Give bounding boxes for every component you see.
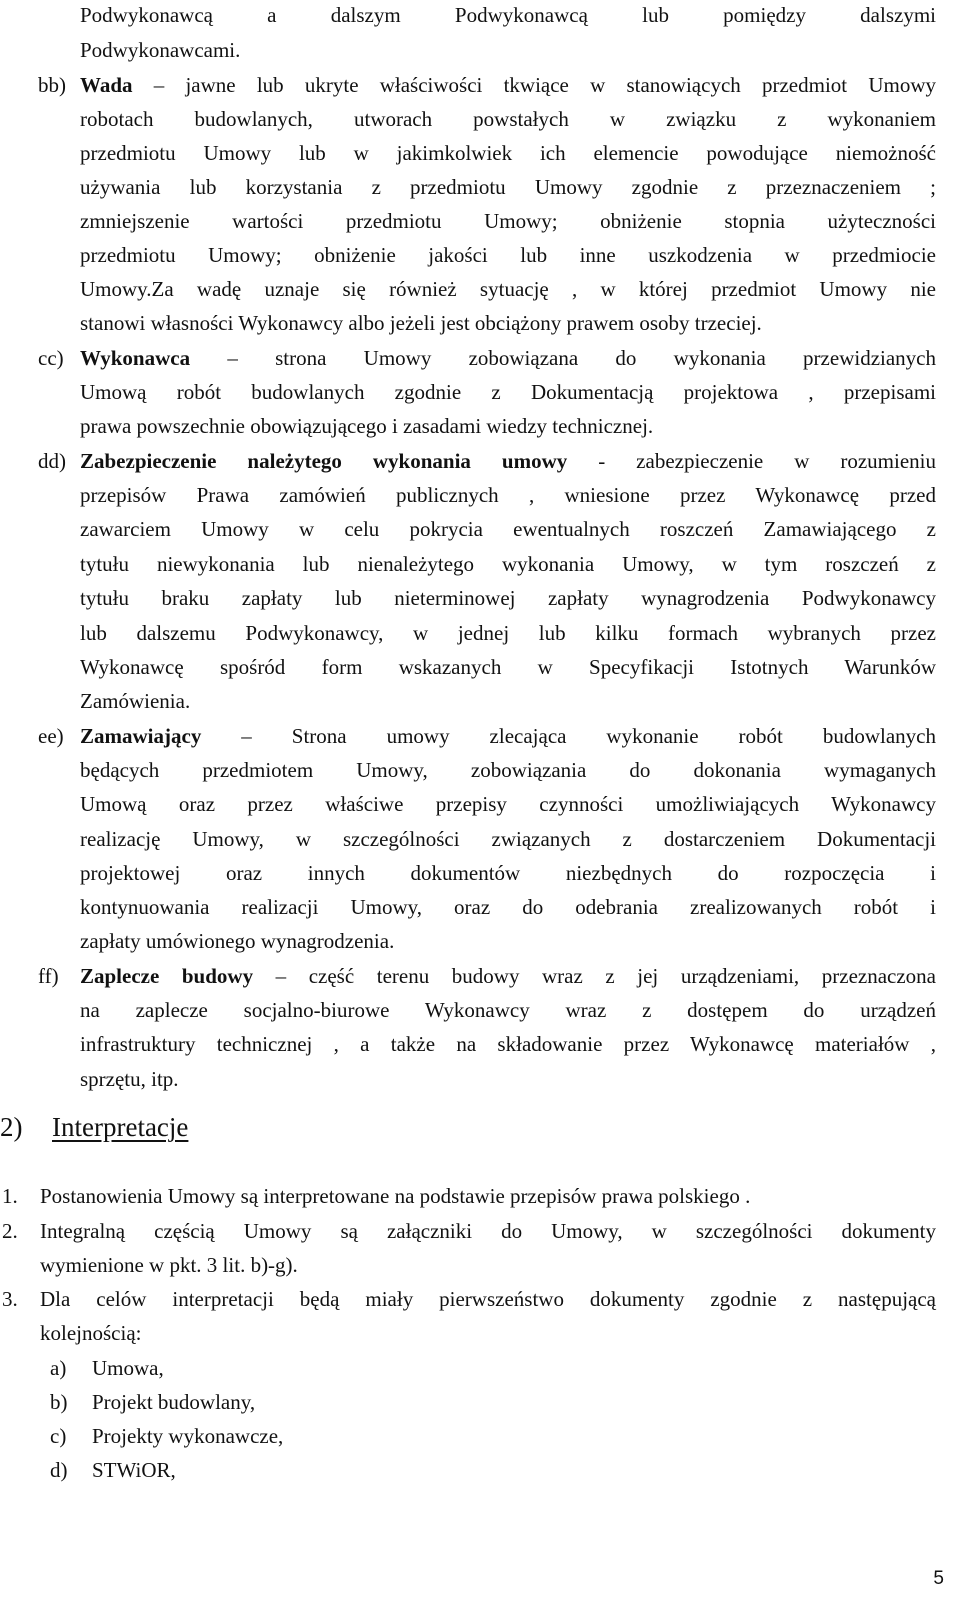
text-line-l39 [50, 1389, 492, 1417]
defined-term: Zabezpieczenie należytego wykonania umowy [80, 449, 568, 473]
text-line-l27 [80, 894, 936, 922]
defined-term: Wykonawca [80, 346, 191, 370]
text-line-l41 [50, 1457, 492, 1485]
line-text: zawarciem Umowy w celu pokrycia ewentualnych roszczeń Zamawiającego z [80, 517, 936, 541]
line-text: realizację Umowy, w szczególności związanych z dostarczeniem Dokumentacji [80, 827, 936, 851]
defined-term: Zaplecze budowy [80, 964, 254, 988]
line-text: kontynuowania realizacji Umowy, oraz do odebrania zrealizowanych robót i [80, 895, 936, 919]
list-label: 1. [2, 1184, 18, 1208]
list-label: ff) [38, 964, 59, 988]
list-label: bb) [38, 73, 66, 97]
text-line-l17 [80, 551, 936, 579]
text-line-l23 [80, 757, 936, 785]
line-text: Umową robót budowlanych zgodnie z Dokumentacją projektowa , przepisami [80, 380, 936, 404]
text-line-l21 [80, 688, 280, 716]
section-heading [0, 1110, 189, 1144]
line-text: będących przedmiotem Umowy, zobowiązania do dokonania wymaganych [80, 758, 936, 782]
line-text: projektowej oraz innych dokumentów niezbędnych do rozpoczęcia i [80, 861, 936, 885]
line-text: przedmiotu Umowy; obniżenie jakości lub inne uszkodzenia w przedmiocie [80, 243, 936, 267]
text-line-l40 [50, 1423, 492, 1451]
line-text: zmniejszenie wartości przedmiotu Umowy; obniżenie stopnia użyteczności [80, 209, 936, 233]
text-line-l14 [38, 448, 936, 476]
list-label: c) [50, 1424, 67, 1448]
list-label: dd) [38, 449, 66, 473]
text-line-l33 [2, 1183, 936, 1211]
text-line-l24 [80, 791, 936, 819]
line-text: – jawne lub ukryte właściwości tkwiące w stanowiących przedmiot Umowy [132, 73, 936, 97]
text-line-l36 [2, 1286, 936, 1314]
text-line-l01 [80, 2, 936, 30]
line-text: STWiOR, [92, 1458, 176, 1482]
line-text: Postanowienia Umowy są interpretowane na podstawie przepisów prawa polskiego . [40, 1184, 751, 1208]
text-line-l19 [80, 620, 936, 648]
text-line-l30 [80, 997, 936, 1025]
line-text: na zaplecze socjalno-biurowe Wykonawcy wraz z dostępem do urządzeń [80, 998, 936, 1022]
text-line-l02 [80, 37, 280, 65]
line-text: zapłaty umówionego wynagrodzenia. [80, 929, 395, 953]
line-text: tytułu braku zapłaty lub nieterminowej zapłaty wynagrodzenia Podwykonawcy [80, 586, 936, 610]
line-text: kolejnością: [40, 1321, 142, 1345]
text-line-l09 [80, 276, 936, 304]
line-text: Projekt budowlany, [92, 1390, 256, 1414]
line-text: prawa powszechnie obowiązującego i zasadami wiedzy technicznej. [80, 414, 654, 438]
text-line-l03 [38, 72, 936, 100]
text-line-l06 [80, 174, 936, 202]
line-text: Podwykonawcą a dalszym Podwykonawcą lub pomiędzy dalszymi [80, 3, 936, 27]
line-text: Podwykonawcami. [80, 38, 241, 62]
text-line-l12 [80, 379, 936, 407]
defined-term: Wada [80, 73, 133, 97]
text-line-l37 [40, 1320, 340, 1348]
text-line-l32 [80, 1066, 280, 1094]
text-line-l07 [80, 208, 936, 236]
line-text: sprzętu, itp. [80, 1067, 179, 1091]
line-text: przedmiotu Umowy lub w jakimkolwiek ich elemencie powodujące niemożność [80, 141, 936, 165]
text-line-l25 [80, 826, 936, 854]
text-line-l15 [80, 482, 936, 510]
line-text: tytułu niewykonania lub nienależytego wykonania Umowy, w tym roszczeń z [80, 552, 936, 576]
text-line-l34 [2, 1218, 936, 1246]
heading-number: 2) [0, 1112, 23, 1142]
line-text: Umowa, [92, 1356, 164, 1380]
text-line-l08 [80, 242, 936, 270]
list-label: d) [50, 1458, 68, 1482]
text-line-l22 [38, 723, 936, 751]
text-line-l35 [40, 1252, 440, 1280]
heading-title: Interpretacje [52, 1112, 189, 1142]
line-text: wymienione w pkt. 3 lit. b)-g). [40, 1253, 298, 1277]
text-line-l18 [80, 585, 936, 613]
line-text: Zamówienia. [80, 689, 191, 713]
line-text: Dla celów interpretacji będą miały pierwszeństwo dokumenty zgodnie z następującą [40, 1287, 936, 1311]
line-text: Umowy.Za wadę uznaje się również sytuację , w której przedmiot Umowy nie [80, 277, 936, 301]
text-line-l28 [80, 928, 480, 956]
text-line-l26 [80, 860, 936, 888]
line-text: - zabezpieczenie w rozumieniu [567, 449, 936, 473]
text-line-l20 [80, 654, 936, 682]
text-line-l16 [80, 516, 936, 544]
defined-term: Zamawiający [80, 724, 202, 748]
line-text: lub dalszemu Podwykonawcy, w jednej lub kilku formach wybranych przez [80, 621, 936, 645]
text-line-l13 [80, 413, 780, 441]
text-line-l11 [38, 345, 936, 373]
line-text: stanowi własności Wykonawcy albo jeżeli jest obciążony prawem osoby trzeciej. [80, 311, 762, 335]
line-text: infrastruktury technicznej , a także na składowanie przez Wykonawcę materiałów , [80, 1032, 936, 1056]
line-text: przepisów Prawa zamówień publicznych , wniesione przez Wykonawcę przed [80, 483, 936, 507]
text-line-l04 [80, 106, 936, 134]
line-text: Integralną częścią Umowy są załączniki do Umowy, w szczególności dokumenty [40, 1219, 936, 1243]
line-text: Projekty wykonawcze, [92, 1424, 284, 1448]
line-text: Wykonawcę spośród form wskazanych w Specyfikacji Istotnych Warunków [80, 655, 936, 679]
list-label: a) [50, 1356, 67, 1380]
list-label: b) [50, 1390, 68, 1414]
line-text: – strona Umowy zobowiązana do wykonania przewidzianych [190, 346, 936, 370]
text-line-l31 [80, 1031, 936, 1059]
text-line-l05 [80, 140, 936, 168]
list-label: 2. [2, 1219, 18, 1243]
text-line-l29 [38, 963, 936, 991]
line-text: – Strona umowy zlecająca wykonanie robót budowlanych [201, 724, 936, 748]
line-text: – część terenu budowy wraz z jej urządzeniami, przeznaczona [253, 964, 936, 988]
line-text: Umową oraz przez właściwe przepisy czynności umożliwiających Wykonawcy [80, 792, 936, 816]
list-label: cc) [38, 346, 64, 370]
line-text: używania lub korzystania z przedmiotu Umowy zgodnie z przeznaczeniem ; [80, 175, 936, 199]
list-label: ee) [38, 724, 64, 748]
text-line-l10 [80, 310, 936, 338]
page-number: 5 [933, 1568, 944, 1589]
list-label: 3. [2, 1287, 18, 1311]
text-line-l38 [50, 1355, 492, 1383]
line-text: robotach budowlanych, utworach powstałych w związku z wykonaniem [80, 107, 936, 131]
